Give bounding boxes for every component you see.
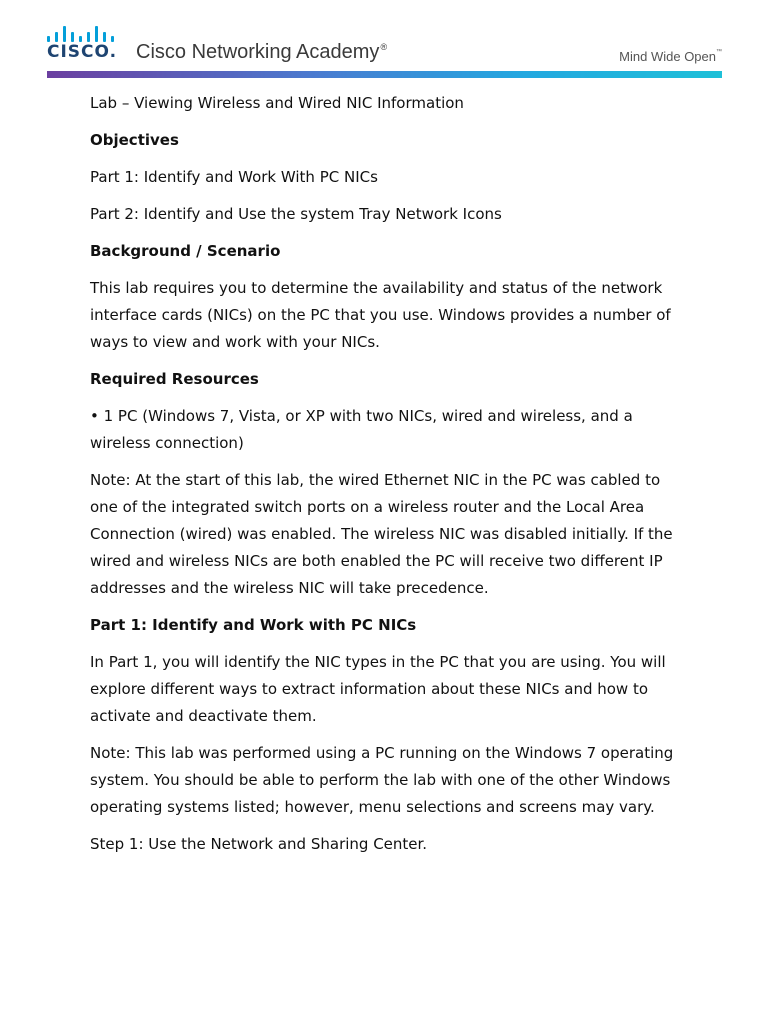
tagline-text: Mind Wide Open [619,49,716,64]
document-title: Lab – Viewing Wireless and Wired NIC Information [90,94,464,112]
registered-mark: ® [380,42,388,52]
step-item: Step 1: Use the Network and Sharing Center. [90,835,428,853]
background-paragraph: This lab requires you to determine the availability and status of the network interface cards (NICs) on the PC that you use. Windows provides a number of ways to view and work with your NICs. [90,279,671,351]
cisco-logo-text: CISCO. [47,42,118,62]
page-header [0,0,768,80]
resource-item: • 1 PC (Windows 7, Vista, or XP with two NICs, wired and wireless, and a wireless connection) [90,407,633,452]
note-paragraph: Note: This lab was performed using a PC running on the Windows 7 operating system. You should be able to perform the lab with one of the other Windows operating systems listed; however, menu selections and screens may vary. [90,744,674,816]
objectives-heading: Objectives [90,131,179,149]
document-body [90,90,690,868]
part1-paragraph: In Part 1, you will identify the NIC types in the PC that you are using. You will explore different ways to extract information about these NICs and how to activate and deactivate them. [90,653,666,725]
trademark-mark: ™ [716,49,722,55]
cisco-logo-bars-icon [47,22,117,42]
objective-item: Part 2: Identify and Use the system Tray Network Icons [90,205,502,223]
part1-heading: Part 1: Identify and Work with PC NICs [90,616,417,634]
resources-heading: Required Resources [90,370,259,388]
header-divider [47,71,722,78]
tagline [619,49,722,64]
note-paragraph: Note: At the start of this lab, the wired Ethernet NIC in the PC was cabled to one of the integrated switch ports on a wireless router and the Local Area Connection (wired) was enabled. The wireless NIC was disabled initially. If the wired and wireless NICs are both enabled the PC will receive two different IP addresses and the wireless NIC will take precedence. [90,471,673,597]
academy-title-text: Cisco Networking Academy [136,41,380,63]
objective-item: Part 1: Identify and Work With PC NICs [90,168,378,186]
academy-title [136,41,387,64]
background-heading: Background / Scenario [90,242,281,260]
